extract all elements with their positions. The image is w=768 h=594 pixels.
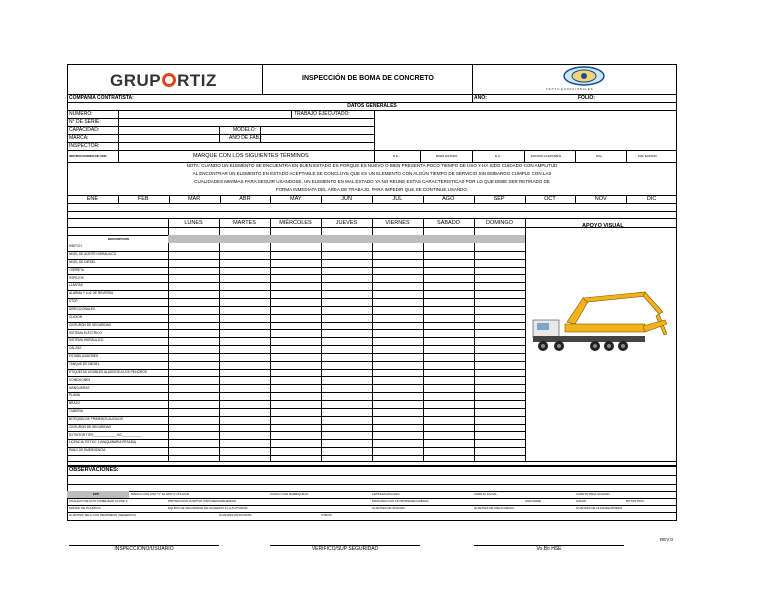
check-cell[interactable] (475, 244, 524, 250)
check-cell[interactable] (475, 417, 524, 423)
check-cell[interactable] (373, 346, 422, 352)
check-cell[interactable] (475, 252, 524, 258)
check-cell[interactable] (424, 370, 473, 376)
check-cell[interactable] (169, 417, 218, 423)
check-cell[interactable] (271, 252, 320, 258)
check-cell[interactable] (169, 354, 218, 360)
check-cell[interactable] (322, 440, 371, 446)
month-mar: MAR (187, 195, 201, 202)
description-header: DESCRIPCION (108, 237, 129, 241)
check-cell[interactable] (322, 283, 371, 289)
checklist-item: LICENCIA T/ST DC 3 (MAQUINARIA PESADA) (69, 440, 137, 445)
year-label: AÑO: (474, 95, 487, 101)
check-cell[interactable] (220, 244, 269, 250)
check-cell[interactable] (373, 299, 422, 305)
checklist-item: CINTURÓN DE SEGURIDAD (69, 424, 111, 429)
check-cell[interactable] (220, 299, 269, 305)
check-cell[interactable] (373, 244, 422, 250)
folio-label: FOLIO: (578, 95, 595, 101)
check-cell[interactable] (475, 370, 524, 376)
check-cell[interactable] (475, 448, 524, 454)
check-cell[interactable] (322, 338, 371, 344)
revision-label: REV 0 (660, 537, 674, 542)
check-cell[interactable] (271, 354, 320, 360)
check-cell[interactable] (424, 275, 473, 281)
check-cell[interactable] (322, 425, 371, 431)
instructions-label: INSTRUCCIONES DE USO: (69, 154, 108, 158)
check-cell[interactable] (322, 432, 371, 438)
month-dic: DIC (646, 195, 657, 202)
check-cell[interactable] (373, 362, 422, 368)
check-cell[interactable] (322, 370, 371, 376)
check-cell[interactable] (220, 377, 269, 383)
ea-code: E.A.: (495, 154, 502, 158)
check-cell[interactable] (475, 315, 524, 321)
legend-guantes-tela: GUANTES TELA CON NEOPRENO (GENERICO) (69, 513, 136, 517)
checklist-item: ALARMA Y LUZ DE REVERSA (69, 291, 114, 296)
check-cell[interactable] (424, 323, 473, 329)
check-cell[interactable] (271, 346, 320, 352)
check-cell[interactable] (475, 393, 524, 399)
check-cell[interactable] (271, 362, 320, 368)
check-cell[interactable] (169, 275, 218, 281)
check-cell[interactable] (322, 268, 371, 274)
check-cell[interactable] (373, 323, 422, 329)
checklist-item: TUBERIA (69, 409, 83, 414)
check-cell[interactable] (169, 448, 218, 454)
check-cell[interactable] (424, 338, 473, 344)
checklist-item: PANO DE EMERGENCIA (69, 448, 106, 453)
check-cell[interactable] (475, 307, 524, 313)
check-cell[interactable] (373, 432, 422, 438)
month-jul: JUL (392, 195, 403, 202)
check-cell[interactable] (220, 291, 269, 297)
checklist-item: TORRETA (69, 267, 84, 272)
check-cell[interactable] (424, 432, 473, 438)
visual-support-title: APOYO VISUAL (582, 223, 624, 229)
capacidad-label: CAPACIDAD: (69, 127, 100, 133)
legend-mark-instruction: MARCA CON UNA "X" EL EPP A UTILIZAR (131, 492, 189, 496)
checklist-item: NIVEL DE ACEITE HIDRÁULICO (69, 252, 117, 257)
check-cell[interactable] (169, 401, 218, 407)
marca-label: MARCA: (69, 135, 89, 141)
check-cell[interactable] (322, 362, 371, 368)
check-cell[interactable] (373, 370, 422, 376)
check-cell[interactable] (475, 354, 524, 360)
day-2: MIÉRCOLES (279, 220, 312, 226)
check-cell[interactable] (271, 291, 320, 297)
checklist-item: ETIQUETAS LEGIBLES ALUSIVOS A LOS PELIGROS (69, 369, 147, 374)
emblem-icon (563, 66, 605, 86)
check-cell[interactable] (373, 260, 422, 266)
check-cell[interactable] (322, 291, 371, 297)
observations-label: OBSERVACIONES: (69, 467, 119, 473)
month-ene: ENE (86, 195, 99, 202)
check-cell[interactable] (169, 432, 218, 438)
check-cell[interactable] (424, 346, 473, 352)
check-cell[interactable] (322, 385, 371, 391)
logo-text-right: RTIZ (177, 71, 217, 90)
logo-ring-icon (162, 73, 176, 87)
anio-fab-label: AÑO DE FAB.: (229, 135, 262, 141)
month-jun: JUN (341, 195, 352, 202)
check-cell[interactable] (424, 401, 473, 407)
check-cell[interactable] (424, 440, 473, 446)
check-cell[interactable] (424, 283, 473, 289)
checklist-item: STOP (69, 299, 78, 304)
check-cell[interactable] (373, 268, 422, 274)
day-6: DOMINGO (486, 220, 513, 226)
legend-uniforme: UNIFORME (525, 499, 541, 503)
check-cell[interactable] (475, 323, 524, 329)
check-cell[interactable] (322, 393, 371, 399)
check-cell[interactable] (271, 417, 320, 423)
check-cell[interactable] (373, 291, 422, 297)
check-cell[interactable] (424, 291, 473, 297)
check-cell[interactable] (475, 268, 524, 274)
legend-mascara: MASCARA CON FILTRO/DESECHABLES (372, 499, 429, 503)
check-cell[interactable] (373, 252, 422, 258)
check-cell[interactable] (271, 393, 320, 399)
check-cell[interactable] (169, 346, 218, 352)
shaded-header (168, 235, 525, 243)
check-cell[interactable] (424, 377, 473, 383)
month-feb: FEB (137, 195, 149, 202)
check-cell[interactable] (322, 354, 371, 360)
check-cell[interactable] (271, 338, 320, 344)
check-cell[interactable] (424, 409, 473, 415)
check-cell[interactable] (271, 244, 320, 250)
check-cell[interactable] (322, 244, 371, 250)
check-cell[interactable] (220, 330, 269, 336)
check-cell[interactable] (220, 315, 269, 321)
check-cell[interactable] (271, 425, 320, 431)
checklist-item: BRAZO (69, 401, 80, 406)
check-cell[interactable] (373, 354, 422, 360)
signature-verifico: VERIFICÓ/SUP SEGURIDAD (311, 546, 379, 552)
check-cell[interactable] (220, 425, 269, 431)
month-may: MAY (289, 195, 302, 202)
check-cell[interactable] (424, 252, 473, 258)
check-cell[interactable] (271, 440, 320, 446)
check-cell[interactable] (424, 315, 473, 321)
check-cell[interactable] (220, 275, 269, 281)
section-general-title: DATOS GENERALES (347, 103, 397, 109)
check-cell[interactable] (322, 307, 371, 313)
check-cell[interactable] (220, 370, 269, 376)
check-cell[interactable] (424, 260, 473, 266)
check-cell[interactable] (475, 346, 524, 352)
month-nov: NOV (594, 195, 607, 202)
check-cell[interactable] (424, 362, 473, 368)
check-cell[interactable] (220, 401, 269, 407)
check-cell[interactable] (322, 409, 371, 415)
check-cell[interactable] (169, 425, 218, 431)
modelo-label: MODELO: (233, 127, 257, 133)
check-cell[interactable] (169, 283, 218, 289)
ea-desc: ESTADO ACEPTABLE (531, 154, 562, 158)
serie-label: N° DE SERIE: (69, 119, 101, 125)
check-cell[interactable] (220, 323, 269, 329)
check-cell[interactable] (220, 260, 269, 266)
check-cell[interactable] (373, 338, 422, 344)
checklist-item: CINTURÓN DE SEGURIDAD (69, 322, 111, 327)
check-cell[interactable] (322, 401, 371, 407)
check-cell[interactable] (424, 385, 473, 391)
signature-vobo: Vo.Bo HSE (536, 546, 562, 552)
check-cell[interactable] (475, 377, 524, 383)
instructions-mark: MARQUE CON LOS SIGUIENTES TÉRMINOS (193, 153, 309, 159)
check-cell[interactable] (322, 377, 371, 383)
check-cell[interactable] (322, 260, 371, 266)
legend-mandil: MANDIL DE PLASTICO (69, 506, 101, 510)
check-cell[interactable] (373, 377, 422, 383)
day-4: VIERNES (385, 220, 410, 226)
check-cell[interactable] (220, 393, 269, 399)
legend-botas: BOTAS TIPO: (626, 499, 645, 503)
check-cell[interactable] (322, 330, 371, 336)
check-cell[interactable] (220, 385, 269, 391)
check-cell[interactable] (475, 291, 524, 297)
check-cell[interactable] (169, 377, 218, 383)
check-cell[interactable] (322, 252, 371, 258)
check-cell[interactable] (475, 401, 524, 407)
check-cell[interactable] (475, 425, 524, 431)
note-line-2: AL ENCONTRAR UN ELEMENTO EN ESTADO ACEPTABLE SE CONCLUYE QUE ES UN ELEMENTO CON ALGÚN TIEMPO DE SERVICIO SIN EMBARGO CUMPLE CON LAS (192, 171, 552, 176)
check-cell[interactable] (322, 448, 371, 454)
me-code: M.E.: (596, 154, 604, 158)
check-cell[interactable] (220, 346, 269, 352)
check-cell[interactable] (169, 338, 218, 344)
check-cell[interactable] (424, 425, 473, 431)
check-cell[interactable] (424, 448, 473, 454)
check-cell[interactable] (169, 323, 218, 329)
checklist-item: SISTEMA HIDRÁULICO (69, 338, 104, 343)
check-cell[interactable] (424, 417, 473, 423)
check-cell[interactable] (169, 244, 218, 250)
checklist-item: DIRECCIONALES (69, 307, 96, 311)
me-desc: MAL ESTADO (638, 154, 658, 158)
month-oct: OCT (544, 195, 556, 202)
check-cell[interactable] (475, 338, 524, 344)
check-cell[interactable] (169, 268, 218, 274)
checklist-item: BOTIQUÍN DE PRIMEROS AUXILIOS (69, 416, 124, 421)
checklist-item: CLAXON (69, 314, 83, 319)
month-abr: ABR (239, 195, 251, 202)
check-cell[interactable] (373, 385, 422, 391)
check-cell[interactable] (271, 307, 320, 313)
inspector-label: INSPECTOR: (69, 143, 100, 149)
check-cell[interactable] (220, 338, 269, 344)
legend-guantes-piel: GUANTES DE PIEL/CARAZA (474, 506, 514, 510)
check-cell[interactable] (424, 330, 473, 336)
checklist-item: LLANTAS (69, 283, 83, 288)
check-cell[interactable] (169, 440, 218, 446)
check-cell[interactable] (373, 401, 422, 407)
check-cell[interactable] (220, 440, 269, 446)
epp-label: EPP (93, 492, 100, 496)
check-cell[interactable] (271, 409, 320, 415)
check-cell[interactable] (271, 432, 320, 438)
day-0: LUNES (184, 220, 203, 226)
check-cell[interactable] (271, 370, 320, 376)
checklist-item: SWITCH (69, 244, 82, 249)
check-cell[interactable] (169, 409, 218, 415)
legend-gafas: GAFAS (576, 499, 587, 503)
be-desc: BUEN ESTADO (436, 154, 458, 158)
check-cell[interactable] (169, 330, 218, 336)
legend-guantes-hule: GUANTES DE HULE/NEOPRENO (576, 506, 623, 510)
check-cell[interactable] (220, 362, 269, 368)
checklist-item: MANGUERAS (69, 385, 90, 390)
checklist-item: CONEXIONES (69, 377, 91, 382)
checklist-item: ESTABILIZADORES (69, 354, 99, 359)
day-5: SÁBADO (437, 220, 460, 226)
check-cell[interactable] (424, 299, 473, 305)
legend-auditiva: PROTECCIÓN AUDITIVA (TAPONES/OREJERAS) (168, 499, 237, 503)
check-cell[interactable] (424, 268, 473, 274)
check-cell[interactable] (373, 393, 422, 399)
company-label: COMPAÑÍA CONTRATISTA: (69, 95, 134, 101)
check-cell[interactable] (220, 409, 269, 415)
check-cell[interactable] (475, 275, 524, 281)
check-cell[interactable] (373, 275, 422, 281)
check-cell[interactable] (220, 417, 269, 423)
check-cell[interactable] (169, 315, 218, 321)
form-title: INSPECCIÓN DE BOMA DE CONCRETO (302, 75, 434, 82)
legend-guantes-anticorte: GUANTES ANTICORTE (219, 513, 252, 517)
month-sep: SEP (493, 195, 505, 202)
check-cell[interactable] (169, 299, 218, 305)
check-cell[interactable] (475, 432, 524, 438)
numero-label: NUMERO: (69, 111, 93, 117)
legend-guantes-soldar: GUANTES DE SOLDAR (372, 506, 405, 510)
month-ago: AGO (442, 195, 455, 202)
check-cell[interactable] (373, 307, 422, 313)
check-cell[interactable] (169, 252, 218, 258)
check-cell[interactable] (424, 393, 473, 399)
check-cell[interactable] (373, 440, 422, 446)
check-cell[interactable] (271, 385, 320, 391)
check-cell[interactable] (271, 330, 320, 336)
company-logo (110, 72, 217, 89)
check-cell[interactable] (169, 260, 218, 266)
legend-careta-facial: CAREТA FACIAL (474, 492, 498, 496)
note-line-4: FORMA INMEDIATA DEL ÁREA DE TRABAJO, PARA IMPEDIR QUE SE CONTINUE USANDO. (275, 187, 469, 192)
check-cell[interactable] (220, 252, 269, 258)
check-cell[interactable] (220, 354, 269, 360)
check-cell[interactable] (424, 244, 473, 250)
check-cell[interactable] (475, 299, 524, 305)
check-cell[interactable] (373, 425, 422, 431)
check-cell[interactable] (373, 330, 422, 336)
check-cell[interactable] (373, 283, 422, 289)
day-3: JUEVES (335, 220, 358, 226)
legend-careta-soldar: CARETA PARA SOLDAR (576, 492, 610, 496)
check-cell[interactable] (220, 448, 269, 454)
day-1: MARTES (233, 220, 256, 226)
check-cell[interactable] (271, 315, 320, 321)
check-cell[interactable] (475, 440, 524, 446)
check-cell[interactable] (271, 448, 320, 454)
check-cell[interactable] (424, 307, 473, 313)
checklist-item: PLUMA (69, 393, 80, 398)
check-cell[interactable] (373, 315, 422, 321)
legend-chaleco: CHALECO DE ALTA VISIBILIDAD CLASE II (69, 499, 128, 503)
check-cell[interactable] (373, 448, 422, 454)
check-cell[interactable] (322, 315, 371, 321)
check-cell[interactable] (475, 330, 524, 336)
check-cell[interactable] (169, 362, 218, 368)
check-cell[interactable] (475, 409, 524, 415)
check-cell[interactable] (271, 299, 320, 305)
legend-casco: CASCO CON BARBIQUEJO (270, 492, 309, 496)
check-cell[interactable] (322, 417, 371, 423)
check-cell[interactable] (271, 275, 320, 281)
checklist-item: NIVEL DE DIESEL (69, 259, 96, 264)
emblem-caption: T E X T I L E S N A C I O N A L E S (546, 87, 593, 91)
check-cell[interactable] (169, 291, 218, 297)
check-cell[interactable] (271, 283, 320, 289)
check-cell[interactable] (271, 268, 320, 274)
legend-otros: OTROS: (321, 513, 333, 517)
checklist-item: ESPEJOS (69, 275, 84, 280)
check-cell[interactable] (271, 323, 320, 329)
check-cell[interactable] (271, 401, 320, 407)
check-cell[interactable] (322, 275, 371, 281)
checklist-item: TANQUE DE DIESEL (69, 361, 100, 366)
concrete-pump-truck-image (525, 290, 673, 360)
legend-lentes: LENTES/GOGGLES (372, 492, 400, 496)
check-cell[interactable] (373, 417, 422, 423)
be-code: B.E.: (393, 154, 400, 158)
check-cell[interactable] (220, 432, 269, 438)
logo-text-left: GRUP (110, 71, 162, 90)
signature-inspecciono: INSPECCIONÓ/USUARIO (114, 546, 174, 552)
check-cell[interactable] (220, 283, 269, 289)
trabajo-label: TRABAJO EJECUTADO: (294, 111, 350, 117)
check-cell[interactable] (220, 307, 269, 313)
check-cell[interactable] (475, 283, 524, 289)
check-cell[interactable] (169, 370, 218, 376)
check-cell[interactable] (475, 260, 524, 266)
checklist-item: CALZAS (69, 346, 82, 351)
check-cell[interactable] (322, 346, 371, 352)
check-cell[interactable] (322, 299, 371, 305)
check-cell[interactable] (475, 362, 524, 368)
check-cell[interactable] (424, 354, 473, 360)
check-cell[interactable] (271, 260, 320, 266)
check-cell[interactable] (271, 377, 320, 383)
check-cell[interactable] (322, 323, 371, 329)
check-cell[interactable] (475, 385, 524, 391)
checklist-item: EXTINTOR TIPO_____________ KG___________ (69, 432, 142, 437)
note-line-3: CUALIDADES MINIMAS PARA SEGUIR USANDOSE, UN ELEMENTO EN MAL ESTADO YA NO REUNE ESTAS CARACTERISTICAS POR LO QUE DEBE SER RETIRADO DE (194, 179, 550, 184)
check-cell[interactable] (373, 409, 422, 415)
check-cell[interactable] (169, 385, 218, 391)
legend-equipo-actividad: EQUIPO DE SEGURIDAD DE ACUERDO A LA ACTIVIDAD (168, 506, 248, 510)
note-line-1: NOTA: CUANDO UN ELEMENTO SE ENCUENTRA EN BUEN ESTADO ES PORQUE ES NUEVO O BIEN PRESENTA POCO TIEMPO DE USO Y HA SIDO CUIDADO CON AMPLITUD (186, 163, 558, 168)
check-cell[interactable] (169, 307, 218, 313)
checklist-item: SISTEMA ELÉCTRICO (69, 330, 102, 335)
check-cell[interactable] (220, 268, 269, 274)
check-cell[interactable] (169, 393, 218, 399)
